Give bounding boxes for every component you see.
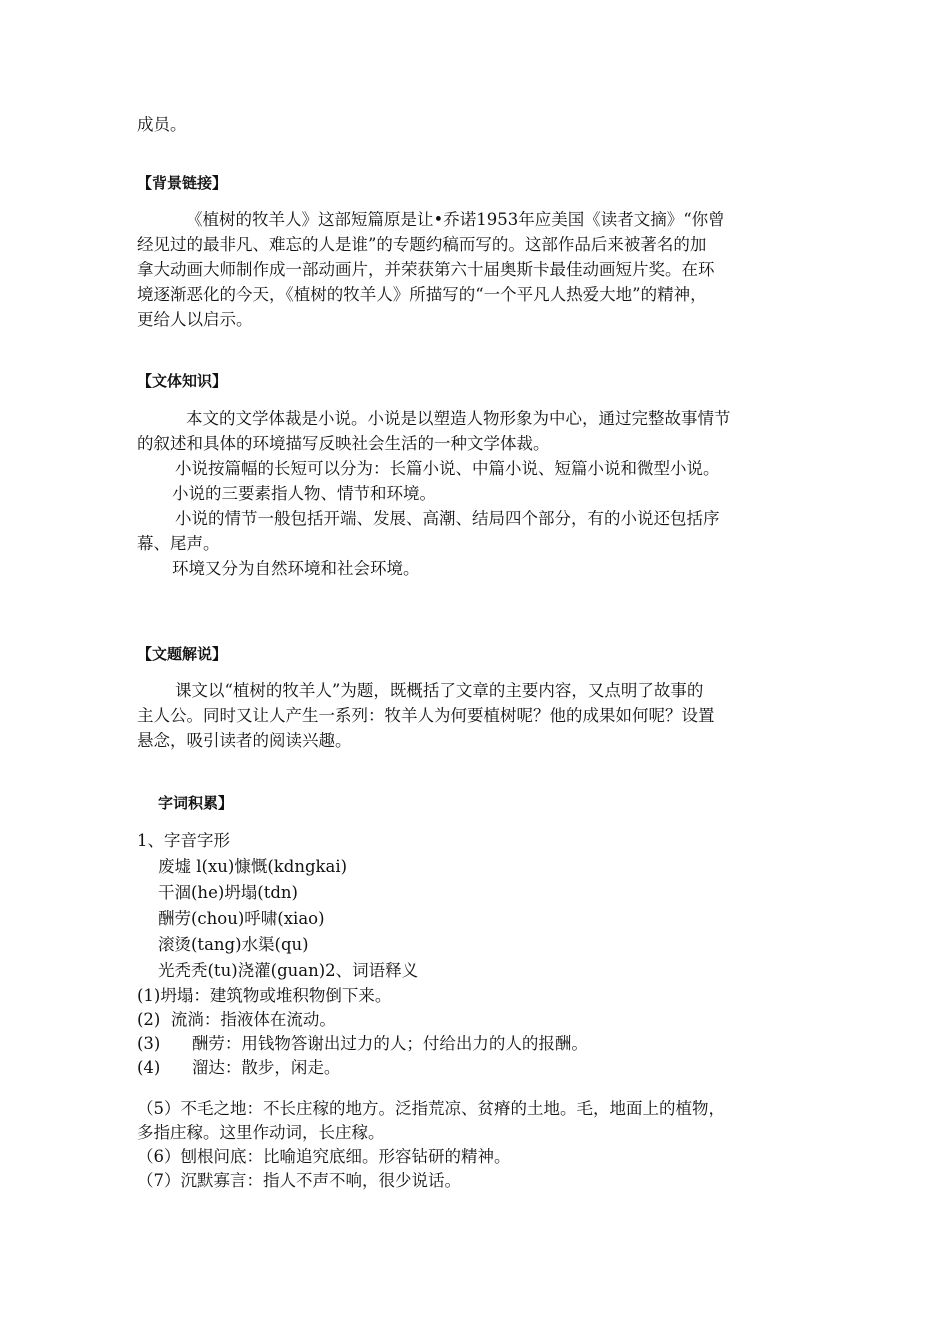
definition-line-5: （5）不毛之地：不长庄稼的地方。泛指荒凉、贫瘠的土地。毛，地面上的植物，	[137, 1099, 725, 1118]
vocab-sub-heading: 1、字音字形	[137, 831, 230, 850]
genre-line-1: 本文的文学体裁是小说。小说是以塑造人物形象为中心，通过完整故事情节	[186, 409, 731, 428]
background-line-5: 更给人以启示。	[137, 310, 253, 329]
title-explain-line-3: 悬念，吸引读者的阅读兴趣。	[137, 731, 352, 750]
genre-line-5: 小说的情节一般包括开端、发展、高潮、结局四个部分，有的小说还包括序	[175, 509, 720, 528]
pronunciation-line-2: 干涸(he)坍塌(tdn)	[158, 883, 298, 902]
background-line-4: 境逐渐恶化的今天，《植树的牧羊人》所描写的“一个平凡人热爱大地”的精神，	[137, 285, 707, 304]
background-line-2: 经见过的最非凡、难忘的人是谁”的专题约稿而写的。这部作品后来被著名的加	[137, 235, 707, 254]
definition-line-8: （7）沉默寡言：指人不声不响，很少说话。	[137, 1171, 461, 1190]
pronunciation-line-1: 废墟 l(xu)慷慨(kdngkai)	[158, 857, 348, 876]
pronunciation-line-5: 光秃秃(tu)浇灌(guan)2、词语释义	[158, 961, 419, 980]
intro-tail-text: 成员。	[137, 115, 187, 134]
pronunciation-line-4: 滚烫(tang)水渠(qu)	[158, 935, 309, 954]
definition-line-3: (3) 酬劳：用钱物答谢出过力的人；付给出力的人的报酬。	[137, 1034, 588, 1053]
genre-line-4: 小说的三要素指人物、情节和环境。	[172, 484, 436, 503]
background-line-1: 《植树的牧羊人》这部短篇原是让•乔诺1953年应美国《读者文摘》“你曾	[186, 210, 725, 229]
genre-heading: 【文体知识】	[137, 372, 228, 390]
vocab-heading: 字词积累】	[158, 794, 234, 812]
pronunciation-line-3: 酬劳(chou)呼啸(xiao)	[158, 909, 325, 928]
background-heading: 【背景链接】	[137, 174, 228, 192]
genre-line-7: 环境又分为自然环境和社会环境。	[172, 559, 420, 578]
genre-line-3: 小说按篇幅的长短可以分为：长篇小说、中篇小说、短篇小说和微型小说。	[175, 459, 720, 478]
definition-line-1: (1)坍塌：建筑物或堆积物倒下来。	[137, 986, 392, 1005]
definition-line-4: (4) 溜达：散步，闲走。	[137, 1058, 341, 1077]
genre-line-2: 的叙述和具体的环境描写反映社会生活的一种文学体裁。	[137, 434, 550, 453]
title-explain-line-1: 课文以“植树的牧羊人”为题，既概括了文章的主要内容，又点明了故事的	[175, 681, 704, 700]
background-line-3: 拿大动画大师制作成一部动画片，并荣获第六十届奥斯卡最佳动画短片奖。在环	[137, 260, 715, 279]
title-explain-line-2: 主人公。同时又让人产生一系列：牧羊人为何要植树呢？他的成果如何呢？设置	[137, 706, 715, 725]
definition-line-2: (2) 流淌：指液体在流动。	[137, 1010, 336, 1029]
genre-line-6: 幕、尾声。	[137, 534, 220, 553]
title-explain-heading: 【文题解说】	[137, 645, 228, 663]
definition-line-6: 多指庄稼。这里作动词，长庄稼。	[137, 1123, 385, 1142]
definition-line-7: （6）刨根问底：比喻追究底细。形容钻研的精神。	[137, 1147, 511, 1166]
